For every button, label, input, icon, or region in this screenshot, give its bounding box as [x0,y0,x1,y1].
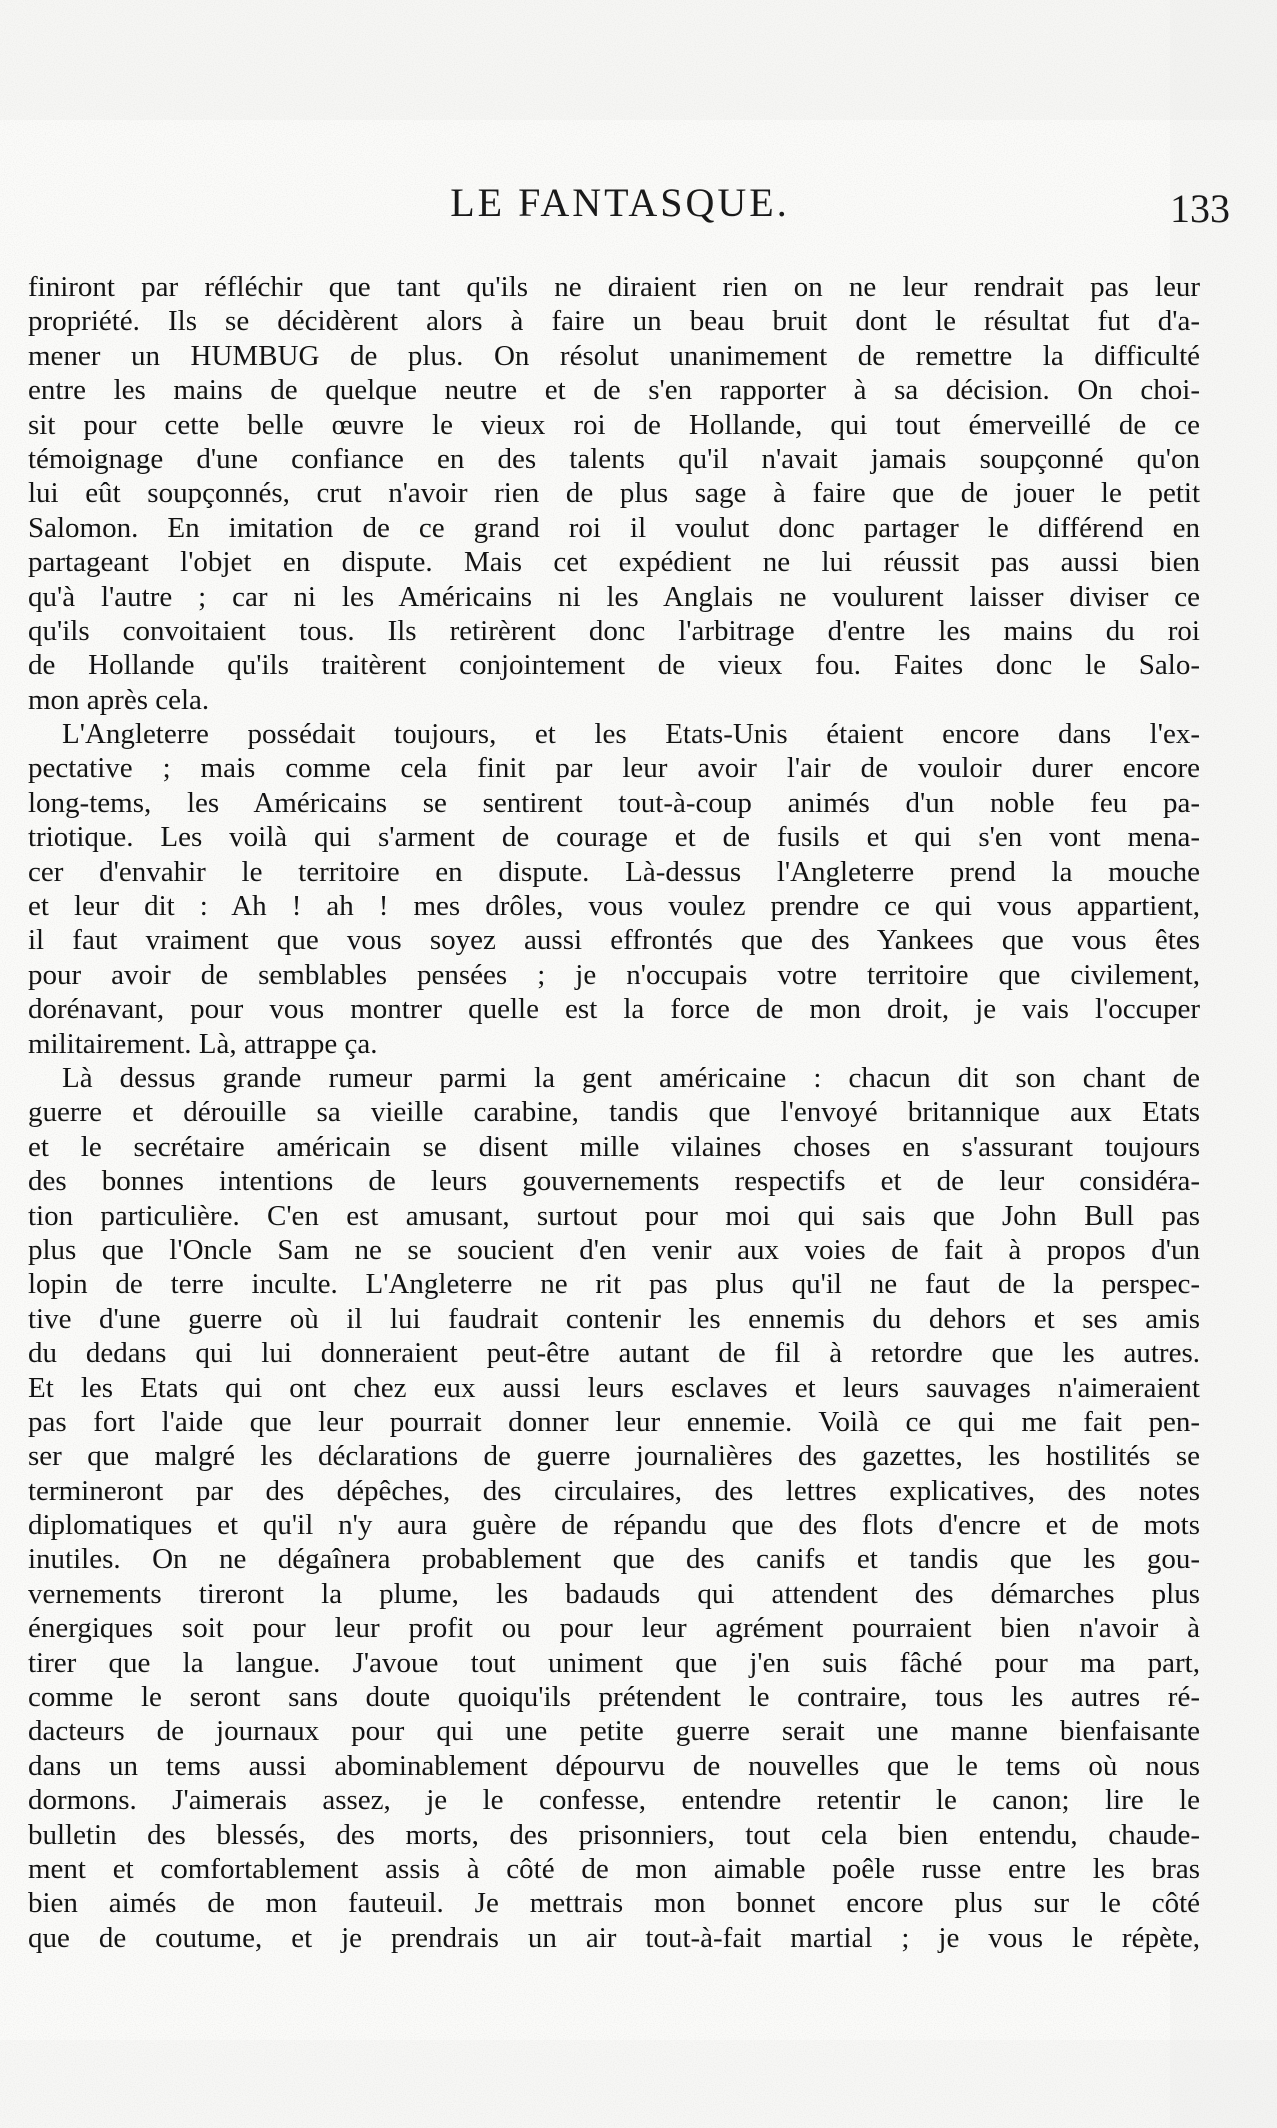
text-line: pectative ; mais comme cela finit par leur avoir l'air de vouloir durer encore [28,752,1200,785]
body-text [28,270,1200,1955]
text-line: et leur dit : Ah ! ah ! mes drôles, vous voulez prendre ce qui vous appartient, [28,890,1200,923]
text-line: mon après cela. [28,683,210,716]
text-line: cer d'envahir le territoire en dispute. Là-dessus l'Angleterre prend la mouche [28,855,1200,888]
text-line: du dedans qui lui donneraient peut-être autant de fil à retordre que les autres. [28,1337,1200,1370]
text-line: propriété. Ils se décidèrent alors à faire un beau bruit dont le résultat fut d'a- [28,305,1200,338]
text-line: mener un HUMBUG de plus. On résolut unanimement de remettre la difficulté [28,339,1200,372]
text-line: énergiques soit pour leur profit ou pour leur agrément pourraient bien n'avoir à [28,1612,1200,1645]
text-line: dans un tems aussi abominablement dépourvu de nouvelles que le tems où nous [28,1749,1200,1782]
text-line: sit pour cette belle œuvre le vieux roi de Hollande, qui tout émerveillé de ce [28,408,1200,441]
text-line: des bonnes intentions de leurs gouvernements respectifs et de leur considéra- [28,1165,1200,1198]
text-line: tive d'une guerre où il lui faudrait contenir les ennemis du dehors et ses amis [28,1302,1200,1335]
text-line: lopin de terre inculte. L'Angleterre ne rit pas plus qu'il ne faut de la perspec- [28,1268,1200,1301]
paragraph-2 [28,717,1200,1061]
page-number: 133 [1170,186,1230,231]
text-line: dormons. J'aimerais assez, je le confesse, entendre retentir le canon; lire le [28,1784,1200,1817]
text-line: lui eût soupçonnés, crut n'avoir rien de plus sage à faire que de jouer le petit [28,477,1200,510]
text-line: Salomon. En imitation de ce grand roi il voulut donc partager le différend en [28,511,1200,544]
text-line: pas fort l'aide que leur pourrait donner leur ennemie. Voilà ce qui me fait pen- [28,1405,1200,1438]
text-line: militairement. Là, attrappe ça. [28,1027,378,1060]
text-line: il faut vraiment que vous soyez aussi effrontés que des Yankees que vous êtes [28,924,1200,957]
text-line: tirer que la langue. J'avoue tout uniment que j'en suis fâché pour ma part, [28,1646,1200,1679]
text-line: qu'à l'autre ; car ni les Américains ni les Anglais ne voulurent laisser diviser ce [28,580,1200,613]
text-line: ment et comfortablement assis à côté de mon aimable poêle russe entre les bras [28,1852,1200,1885]
text-line: et le secrétaire américain se disent mille vilaines choses en s'assurant toujours [28,1130,1200,1163]
text-line: entre les mains de quelque neutre et de s'en rapporter à sa décision. On choi- [28,374,1200,407]
text-line: bien aimés de mon fauteuil. Je mettrais mon bonnet encore plus sur le côté [28,1887,1200,1920]
text-line: Là dessus grande rumeur parmi la gent américaine : chacun dit son chant de [62,1061,1200,1094]
text-line: pour avoir de semblables pensées ; je n'occupais votre territoire que civilement, [28,958,1200,991]
text-line: qu'ils convoitaient tous. Ils retirèrent donc l'arbitrage d'entre les mains du roi [28,614,1200,647]
text-line: vernements tireront la plume, les badauds qui attendent des démarches plus [28,1577,1200,1610]
text-line: L'Angleterre possédait toujours, et les Etats-Unis étaient encore dans l'ex- [62,718,1200,751]
text-line: ser que malgré les déclarations de guerre journalières des gazettes, les hostilités se [28,1440,1200,1473]
text-line: partageant l'objet en dispute. Mais cet expédient ne lui réussit pas aussi bien [28,546,1200,579]
text-line: tion particulière. C'en est amusant, surtout pour moi qui sais que John Bull pas [28,1199,1200,1232]
text-line: plus que l'Oncle Sam ne se soucient d'en venir aux voies de fait à propos d'un [28,1233,1200,1266]
text-line: long-tems, les Américains se sentirent tout-à-coup animés d'un noble feu pa- [28,786,1200,819]
text-line: diplomatiques et qu'il n'y aura guère de répandu que des flots d'encre et de mots [28,1509,1200,1542]
paragraph-3 [28,1061,1200,1955]
text-line: dorénavant, pour vous montrer quelle est la force de mon droit, je vais l'occuper [28,993,1200,1026]
text-line: termineront par des dépêches, des circulaires, des lettres explicatives, des notes [28,1474,1200,1507]
text-line: que de coutume, et je prendrais un air tout-à-fait martial ; je vous le répète, [28,1921,1200,1954]
paragraph-1 [28,270,1200,717]
text-line: dacteurs de journaux pour qui une petite guerre serait une manne bienfaisante [28,1715,1200,1748]
running-title: LE FANTASQUE. [450,180,790,225]
text-line: bulletin des blessés, des morts, des prisonniers, tout cela bien entendu, chaude- [28,1818,1200,1851]
text-line: inutiles. On ne dégaînera probablement que des canifs et tandis que les gou- [28,1543,1200,1576]
text-line: guerre et dérouille sa vieille carabine, tandis que l'envoyé britannique aux Etats [28,1096,1200,1129]
text-line: comme le seront sans doute quoiqu'ils prétendent le contraire, tous les autres ré- [28,1681,1200,1714]
text-line: finiront par réfléchir que tant qu'ils ne diraient rien on ne leur rendrait pas leur [28,271,1200,303]
text-line: de Hollande qu'ils traitèrent conjointement de vieux fou. Faites donc le Salo- [28,649,1200,682]
text-line: triotique. Les voilà qui s'arment de courage et de fusils et qui s'en vont mena- [28,821,1200,854]
text-line: Et les Etats qui ont chez eux aussi leurs esclaves et leurs sauvages n'aimeraient [28,1371,1200,1404]
text-line: témoignage d'une confiance en des talents qu'il n'avait jamais soupçonné qu'on [28,442,1200,475]
page-header [30,168,1230,238]
